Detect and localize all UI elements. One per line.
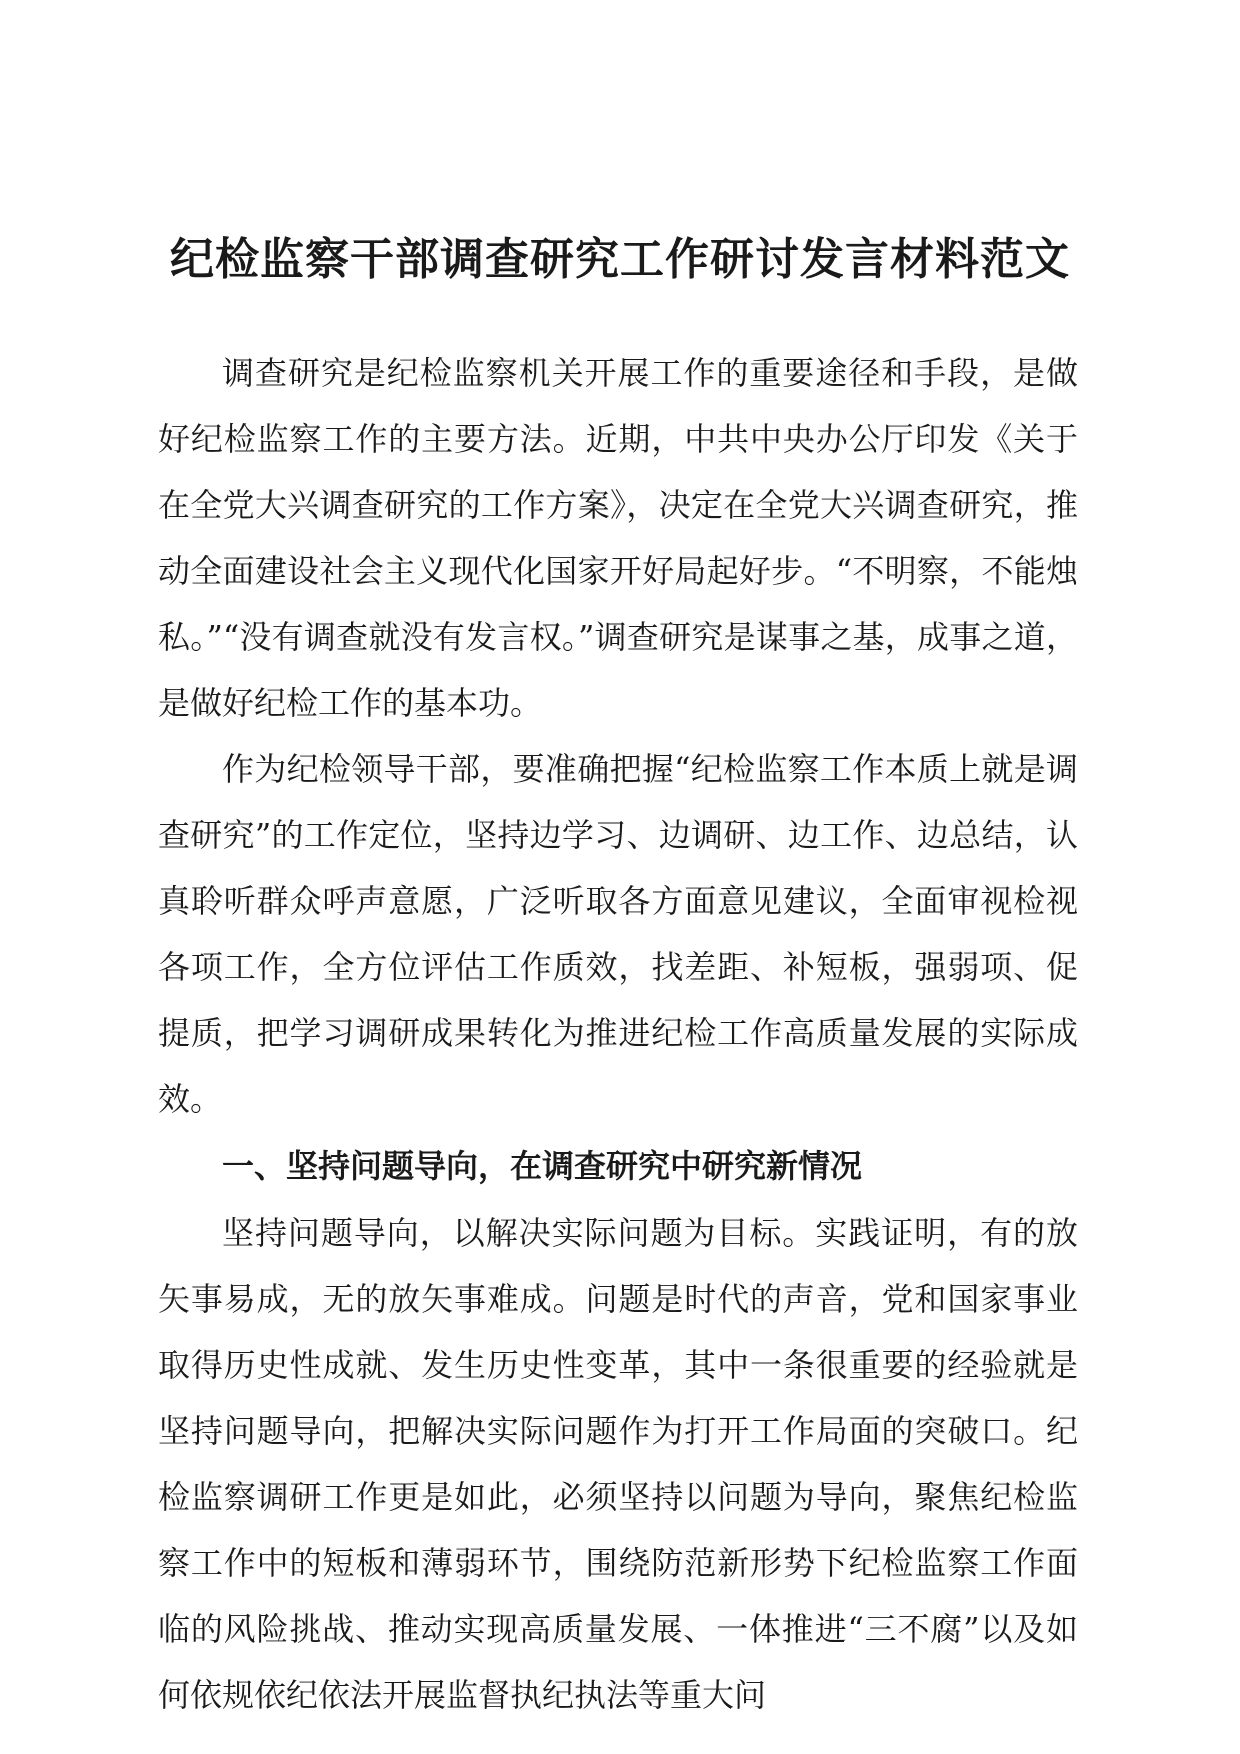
document-body (158, 340, 1078, 1728)
intro-paragraph-2: 作为纪检领导干部，要准确把握“纪检监察工作本质上就是调查研究”的工作定位，坚持边学习、边调研、边工作、边总结，认真聆听群众呼声意愿，广泛听取各方面意见建议，全面审视检视各项工作，全方位评估工作质效，找差距、补短板，强弱项、促提质，把学习调研成果转化为推进纪检工作高质量发展的实际成效。 (158, 750, 1078, 1118)
section-heading-1: 一、坚持问题导向，在调查研究中研究新情况 (222, 1147, 863, 1185)
intro-paragraph-1: 调查研究是纪检监察机关开展工作的重要途径和手段，是做好纪检监察工作的主要方法。近期，中共中央办公厅印发《关于在全党大兴调查研究的工作方案》，决定在全党大兴调查研究，推动全面建设社会主义现代化国家开好局起好步。“不明察，不能烛私。”“没有调查就没有发言权。”调查研究是谋事之基，成事之道，是做好纪检工作的基本功。 (158, 354, 1078, 722)
document-title: 纪检监察干部调查研究工作研讨发言材料范文 (170, 234, 1070, 285)
section-1-paragraph: 坚持问题导向，以解决实际问题为目标。实践证明，有的放矢事易成，无的放矢事难成。问题是时代的声音，党和国家事业取得历史性成就、发生历史性变革，其中一条很重要的经验就是坚持问题导向，把解决实际问题作为打开工作局面的突破口。纪检监察调研工作更是如此，必须坚持以问题为导向，聚焦纪检监察工作中的短板和薄弱环节，围绕防范新形势下纪检监察工作面临的风险挑战、推动实现高质量发展、一体推进“三不腐”以及如何依规依纪依法开展监督执纪执法等重大问 (158, 1214, 1078, 1714)
